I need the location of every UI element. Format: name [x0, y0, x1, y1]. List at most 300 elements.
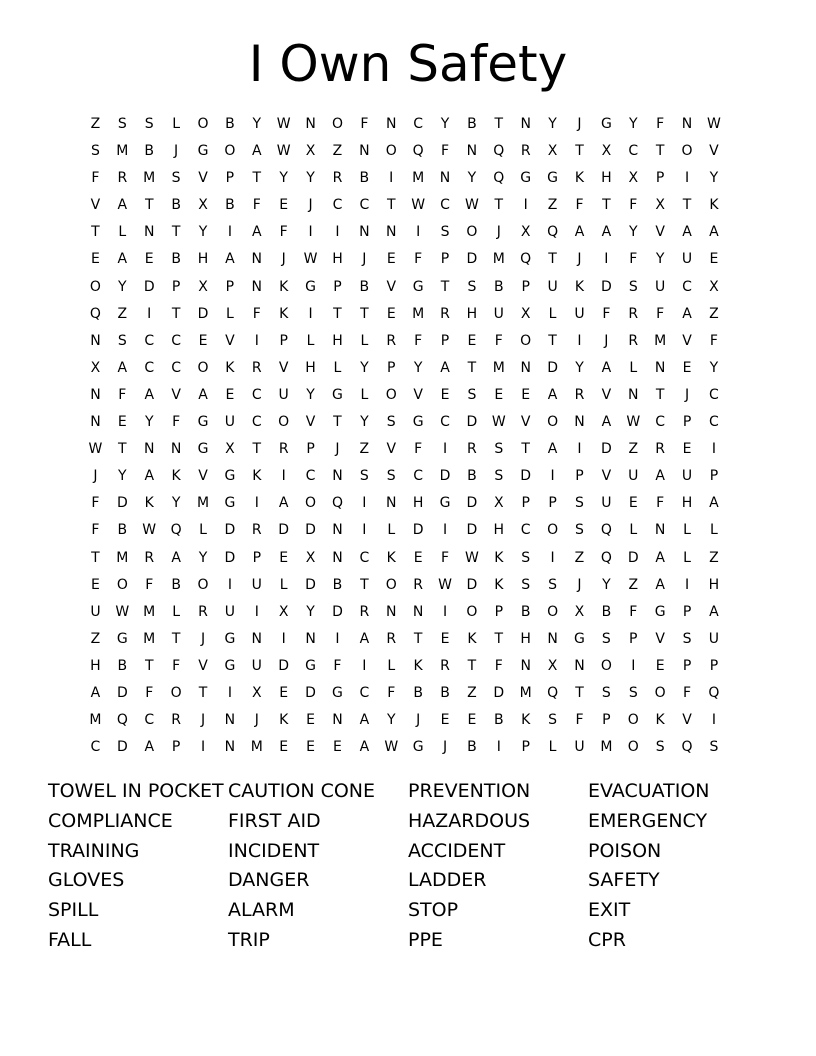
grid-letter: G: [224, 630, 236, 647]
grid-letter: J: [577, 251, 582, 268]
word-list-item: SPILL: [48, 899, 99, 922]
grid-letter: W: [276, 143, 291, 160]
grid-letter: R: [440, 305, 450, 322]
grid-letter: N: [681, 116, 693, 132]
grid-letter: T: [360, 576, 369, 593]
grid-letter: L: [306, 332, 315, 349]
page-title: I Own Safety: [248, 35, 568, 93]
grid-letter: Q: [89, 305, 101, 322]
grid-letter: X: [198, 278, 208, 295]
grid-letter: X: [305, 549, 316, 566]
grid-letter: L: [629, 359, 638, 376]
grid-letter: D: [466, 495, 478, 512]
grid-letter: A: [198, 386, 208, 403]
grid-letter: D: [332, 603, 343, 620]
grid-letter: D: [466, 414, 478, 431]
grid-letter: A: [601, 414, 612, 431]
grid-letter: T: [333, 414, 342, 431]
grid-letter: P: [521, 495, 530, 512]
grid-letter: O: [547, 522, 559, 539]
grid-letter: P: [387, 359, 396, 376]
grid-letter: B: [171, 197, 181, 214]
grid-letter: D: [466, 576, 478, 593]
grid-letter: I: [684, 576, 690, 593]
grid-letter: A: [601, 359, 612, 376]
grid-letter: Q: [116, 712, 128, 729]
grid-letter: N: [251, 278, 263, 295]
grid-letter: I: [335, 630, 340, 647]
grid-letter: K: [494, 549, 504, 566]
grid-letter: S: [91, 143, 100, 160]
grid-letter: F: [683, 684, 692, 701]
grid-letter: V: [305, 414, 316, 431]
grid-letter: C: [413, 116, 424, 132]
grid-letter: D: [600, 441, 612, 458]
grid-letter: I: [362, 657, 367, 674]
grid-letter: Y: [440, 116, 450, 132]
grid-letter: B: [467, 468, 477, 485]
grid-letter: N: [520, 116, 531, 132]
grid-letter: A: [655, 468, 665, 485]
grid-letter: O: [520, 332, 532, 349]
grid-letter: X: [601, 143, 612, 160]
grid-letter: D: [305, 684, 316, 701]
grid-letter: R: [655, 441, 666, 458]
grid-letter: I: [711, 441, 716, 458]
grid-letter: E: [279, 197, 289, 214]
grid-letter: P: [655, 170, 665, 187]
grid-letter: K: [279, 712, 289, 729]
grid-letter: A: [709, 224, 719, 241]
grid-letter: F: [91, 522, 100, 539]
grid-letter: F: [575, 197, 584, 214]
grid-letter: S: [171, 170, 181, 187]
grid-letter: G: [412, 278, 424, 295]
grid-letter: W: [464, 197, 479, 214]
grid-letter: O: [466, 224, 478, 241]
grid-letter: H: [466, 305, 478, 322]
word-list: [48, 777, 768, 956]
letter-grid: [82, 111, 727, 761]
grid-letter: L: [360, 386, 369, 403]
grid-letter: R: [520, 143, 531, 160]
grid-letter: D: [116, 739, 128, 756]
grid-letter: W: [142, 522, 157, 539]
grid-letter: J: [200, 630, 206, 647]
grid-letter: F: [440, 143, 450, 160]
word-list-item: EXIT: [588, 899, 631, 922]
grid-letter: G: [547, 170, 559, 187]
grid-letter: B: [494, 278, 504, 295]
grid-letter: D: [197, 305, 209, 322]
word-list-item: TOWEL IN POCKET: [48, 780, 224, 802]
grid-letter: G: [305, 657, 316, 674]
grid-letter: E: [279, 684, 289, 701]
grid-letter: A: [359, 712, 370, 729]
grid-letter: G: [520, 170, 532, 187]
grid-letter: T: [91, 224, 100, 241]
grid-letter: T: [467, 359, 477, 376]
grid-letter: B: [520, 603, 531, 620]
grid-letter: U: [655, 278, 666, 295]
grid-letter: J: [362, 251, 367, 268]
grid-letter: N: [143, 224, 155, 241]
grid-letter: I: [684, 170, 690, 187]
grid-letter: U: [493, 305, 504, 322]
grid-letter: I: [523, 197, 528, 214]
grid-letter: A: [682, 224, 692, 241]
grid-letter: F: [172, 414, 181, 431]
grid-letter: C: [520, 522, 531, 539]
grid-letter: A: [359, 630, 370, 647]
grid-letter: X: [225, 441, 235, 458]
grid-letter: S: [548, 712, 558, 729]
grid-letter: N: [520, 657, 531, 674]
grid-letter: S: [467, 386, 477, 403]
grid-letter: L: [387, 522, 396, 539]
grid-letter: C: [171, 359, 181, 376]
grid-letter: T: [494, 116, 504, 132]
grid-letter: J: [604, 332, 609, 349]
grid-letter: M: [492, 251, 505, 268]
grid-letter: T: [682, 197, 692, 214]
grid-letter: K: [467, 630, 477, 647]
grid-letter: C: [144, 359, 155, 376]
grid-letter: C: [359, 549, 370, 566]
grid-letter: W: [115, 603, 130, 620]
grid-letter: T: [171, 630, 181, 647]
grid-letter: L: [279, 576, 288, 593]
grid-letter: E: [467, 332, 477, 349]
grid-letter: A: [547, 386, 558, 403]
grid-letter: W: [384, 739, 399, 756]
grid-letter: D: [466, 522, 478, 539]
grid-letter: A: [359, 739, 370, 756]
grid-letter: V: [90, 197, 101, 214]
grid-letter: Q: [600, 522, 612, 539]
grid-letter: Z: [628, 441, 639, 458]
grid-letter: P: [682, 603, 692, 620]
grid-letter: I: [389, 170, 394, 187]
grid-letter: U: [278, 386, 289, 403]
grid-letter: F: [414, 332, 423, 349]
grid-letter: T: [548, 251, 557, 268]
grid-letter: O: [600, 657, 612, 674]
grid-row: [82, 707, 727, 734]
grid-letter: N: [386, 224, 397, 241]
grid-letter: F: [91, 170, 100, 187]
grid-letter: S: [601, 684, 611, 701]
grid-letter: A: [117, 197, 128, 214]
grid-letter: N: [332, 468, 343, 485]
grid-letter: S: [494, 468, 504, 485]
grid-letter: F: [494, 332, 503, 349]
grid-letter: I: [550, 468, 555, 485]
grid-letter: V: [655, 630, 665, 647]
grid-letter: C: [305, 468, 316, 485]
grid-letter: U: [681, 468, 693, 485]
grid-letter: S: [682, 630, 692, 647]
grid-letter: X: [709, 278, 719, 295]
grid-letter: G: [654, 603, 666, 620]
grid-letter: E: [91, 576, 100, 593]
grid-letter: O: [547, 414, 559, 431]
word-list-item: CPR: [588, 928, 626, 951]
grid-letter: E: [386, 251, 396, 268]
grid-letter: E: [413, 549, 423, 566]
grid-letter: I: [281, 630, 286, 647]
grid-letter: N: [547, 630, 558, 647]
grid-letter: D: [520, 468, 532, 485]
grid-letter: D: [600, 278, 612, 295]
grid-row: [82, 301, 727, 328]
grid-letter: C: [413, 468, 424, 485]
grid-letter: U: [681, 251, 693, 268]
grid-letter: C: [655, 414, 666, 431]
grid-letter: E: [306, 739, 315, 756]
grid-letter: T: [548, 332, 557, 349]
grid-letter: P: [225, 170, 235, 187]
grid-letter: Z: [547, 197, 558, 214]
grid-letter: L: [387, 657, 396, 674]
grid-row: [82, 274, 727, 301]
grid-letter: O: [627, 739, 639, 756]
grid-letter: E: [117, 414, 127, 431]
grid-letter: E: [440, 712, 450, 729]
grid-letter: D: [278, 522, 290, 539]
grid-letter: Q: [493, 170, 505, 187]
grid-letter: C: [359, 197, 370, 214]
grid-letter: P: [306, 441, 315, 458]
grid-letter: W: [276, 116, 291, 132]
grid-letter: V: [520, 414, 531, 431]
grid-letter: N: [628, 386, 639, 403]
grid-letter: N: [332, 522, 343, 539]
grid-letter: X: [628, 170, 639, 187]
grid-letter: E: [709, 251, 719, 268]
grid-letter: Y: [306, 170, 315, 187]
grid-letter: T: [386, 197, 396, 214]
grid-letter: K: [279, 278, 289, 295]
grid-letter: E: [682, 359, 692, 376]
grid-letter: T: [413, 630, 423, 647]
grid-letter: E: [333, 739, 342, 756]
grid-letter: J: [174, 143, 179, 160]
grid-letter: L: [548, 739, 557, 756]
grid-letter: C: [144, 332, 155, 349]
grid-letter: H: [90, 657, 101, 674]
grid-row: [82, 409, 727, 436]
grid-letter: I: [711, 712, 716, 729]
grid-letter: J: [496, 224, 501, 241]
grid-letter: I: [200, 739, 206, 756]
grid-letter: K: [709, 197, 719, 214]
grid-letter: V: [225, 332, 235, 349]
grid-row: [82, 436, 727, 463]
grid-letter: J: [308, 197, 313, 214]
grid-letter: R: [251, 359, 262, 376]
grid-letter: B: [332, 576, 343, 593]
grid-letter: T: [440, 278, 450, 295]
grid-letter: S: [117, 332, 127, 349]
grid-letter: B: [225, 116, 235, 132]
grid-letter: U: [224, 414, 236, 431]
grid-letter: J: [442, 739, 448, 756]
grid-letter: D: [143, 278, 155, 295]
grid-letter: C: [251, 386, 262, 403]
grid-letter: B: [359, 278, 370, 295]
grid-letter: F: [629, 197, 638, 214]
grid-letter: R: [171, 712, 181, 729]
grid-letter: A: [655, 549, 665, 566]
grid-letter: Y: [709, 359, 719, 376]
grid-letter: T: [252, 170, 262, 187]
word-list-item: STOP: [408, 899, 459, 922]
grid-letter: M: [143, 170, 156, 187]
grid-letter: M: [116, 549, 129, 566]
grid-letter: V: [709, 143, 719, 160]
grid-letter: Y: [467, 170, 477, 187]
grid-letter: S: [628, 278, 638, 295]
grid-letter: C: [90, 739, 101, 756]
grid-letter: E: [144, 251, 154, 268]
grid-letter: F: [414, 251, 423, 268]
grid-letter: V: [601, 468, 612, 485]
grid-letter: D: [547, 359, 558, 376]
grid-letter: F: [494, 657, 503, 674]
grid-letter: I: [416, 224, 421, 241]
grid-letter: N: [466, 143, 478, 160]
grid-letter: N: [359, 224, 370, 241]
grid-letter: M: [143, 603, 156, 620]
grid-letter: H: [332, 251, 343, 268]
grid-letter: D: [224, 549, 236, 566]
grid-letter: G: [305, 278, 316, 295]
grid-letter: P: [171, 739, 181, 756]
grid-letter: T: [118, 441, 127, 458]
grid-letter: O: [681, 143, 693, 160]
grid-letter: A: [144, 386, 155, 403]
word-list-item: FIRST AID: [228, 809, 321, 832]
grid-letter: A: [144, 468, 155, 485]
grid-letter: O: [305, 495, 317, 512]
grid-letter: N: [386, 116, 397, 132]
grid-letter: C: [709, 386, 719, 403]
grid-letter: B: [225, 197, 235, 214]
grid-letter: E: [306, 712, 315, 729]
grid-letter: A: [574, 224, 585, 241]
grid-letter: T: [521, 441, 530, 458]
grid-letter: I: [362, 522, 367, 539]
grid-letter: X: [520, 305, 531, 322]
grid-letter: E: [198, 332, 208, 349]
word-list-item: PPE: [408, 928, 443, 951]
grid-letter: W: [464, 549, 479, 566]
grid-letter: Z: [90, 630, 101, 647]
grid-letter: O: [547, 603, 559, 620]
grid-letter: O: [278, 414, 290, 431]
grid-letter: C: [144, 712, 155, 729]
grid-letter: W: [626, 414, 641, 431]
grid-letter: H: [601, 170, 612, 187]
grid-letter: U: [574, 739, 585, 756]
grid-letter: R: [386, 332, 397, 349]
grid-letter: R: [440, 657, 450, 674]
grid-letter: K: [252, 468, 262, 485]
grid-letter: P: [709, 657, 719, 674]
grid-letter: P: [225, 278, 235, 295]
grid-letter: P: [709, 468, 719, 485]
grid-row: [82, 219, 727, 246]
grid-letter: Y: [575, 359, 584, 376]
grid-letter: G: [224, 468, 236, 485]
grid-letter: T: [494, 630, 504, 647]
grid-letter: P: [521, 278, 530, 295]
grid-letter: K: [574, 170, 585, 187]
grid-letter: W: [88, 441, 103, 458]
grid-row: [82, 382, 727, 409]
grid-letter: S: [386, 414, 396, 431]
grid-letter: B: [171, 576, 181, 593]
grid-letter: N: [90, 332, 101, 349]
grid-letter: E: [386, 305, 396, 322]
grid-letter: N: [90, 414, 101, 431]
grid-letter: I: [227, 224, 232, 241]
grid-letter: K: [494, 576, 504, 593]
grid-letter: P: [682, 657, 692, 674]
grid-letter: X: [520, 224, 531, 241]
grid-letter: V: [171, 386, 181, 403]
grid-letter: A: [225, 251, 235, 268]
grid-letter: M: [492, 359, 505, 376]
grid-letter: G: [600, 116, 612, 132]
grid-letter: T: [575, 143, 584, 160]
grid-letter: E: [440, 630, 450, 647]
grid-letter: U: [547, 278, 558, 295]
grid-letter: Q: [170, 522, 182, 539]
grid-letter: S: [440, 224, 450, 241]
grid-letter: M: [519, 684, 532, 701]
grid-letter: I: [442, 441, 448, 458]
grid-letter: Z: [359, 441, 370, 458]
grid-letter: Y: [628, 224, 638, 241]
grid-letter: B: [601, 603, 612, 620]
grid-letter: P: [279, 332, 288, 349]
grid-letter: Q: [708, 684, 720, 701]
grid-letter: L: [172, 603, 181, 620]
grid-row: [82, 246, 727, 273]
grid-letter: N: [654, 522, 666, 539]
grid-row: [82, 328, 727, 355]
word-list-item: CAUTION CONE: [228, 780, 376, 802]
grid-row: [82, 599, 727, 626]
grid-letter: V: [198, 468, 208, 485]
grid-row: [82, 626, 727, 653]
grid-letter: F: [252, 305, 261, 322]
grid-letter: V: [601, 386, 612, 403]
grid-letter: S: [548, 576, 558, 593]
grid-letter: N: [412, 603, 424, 620]
word-list-item: PREVENTION: [408, 780, 531, 802]
grid-letter: Y: [548, 116, 557, 132]
grid-letter: H: [493, 522, 505, 539]
grid-letter: Y: [602, 576, 611, 593]
grid-letter: H: [681, 495, 693, 512]
word-list-item: INCIDENT: [228, 839, 320, 862]
grid-letter: N: [224, 712, 236, 729]
grid-row: [82, 355, 727, 382]
grid-letter: X: [574, 603, 585, 620]
